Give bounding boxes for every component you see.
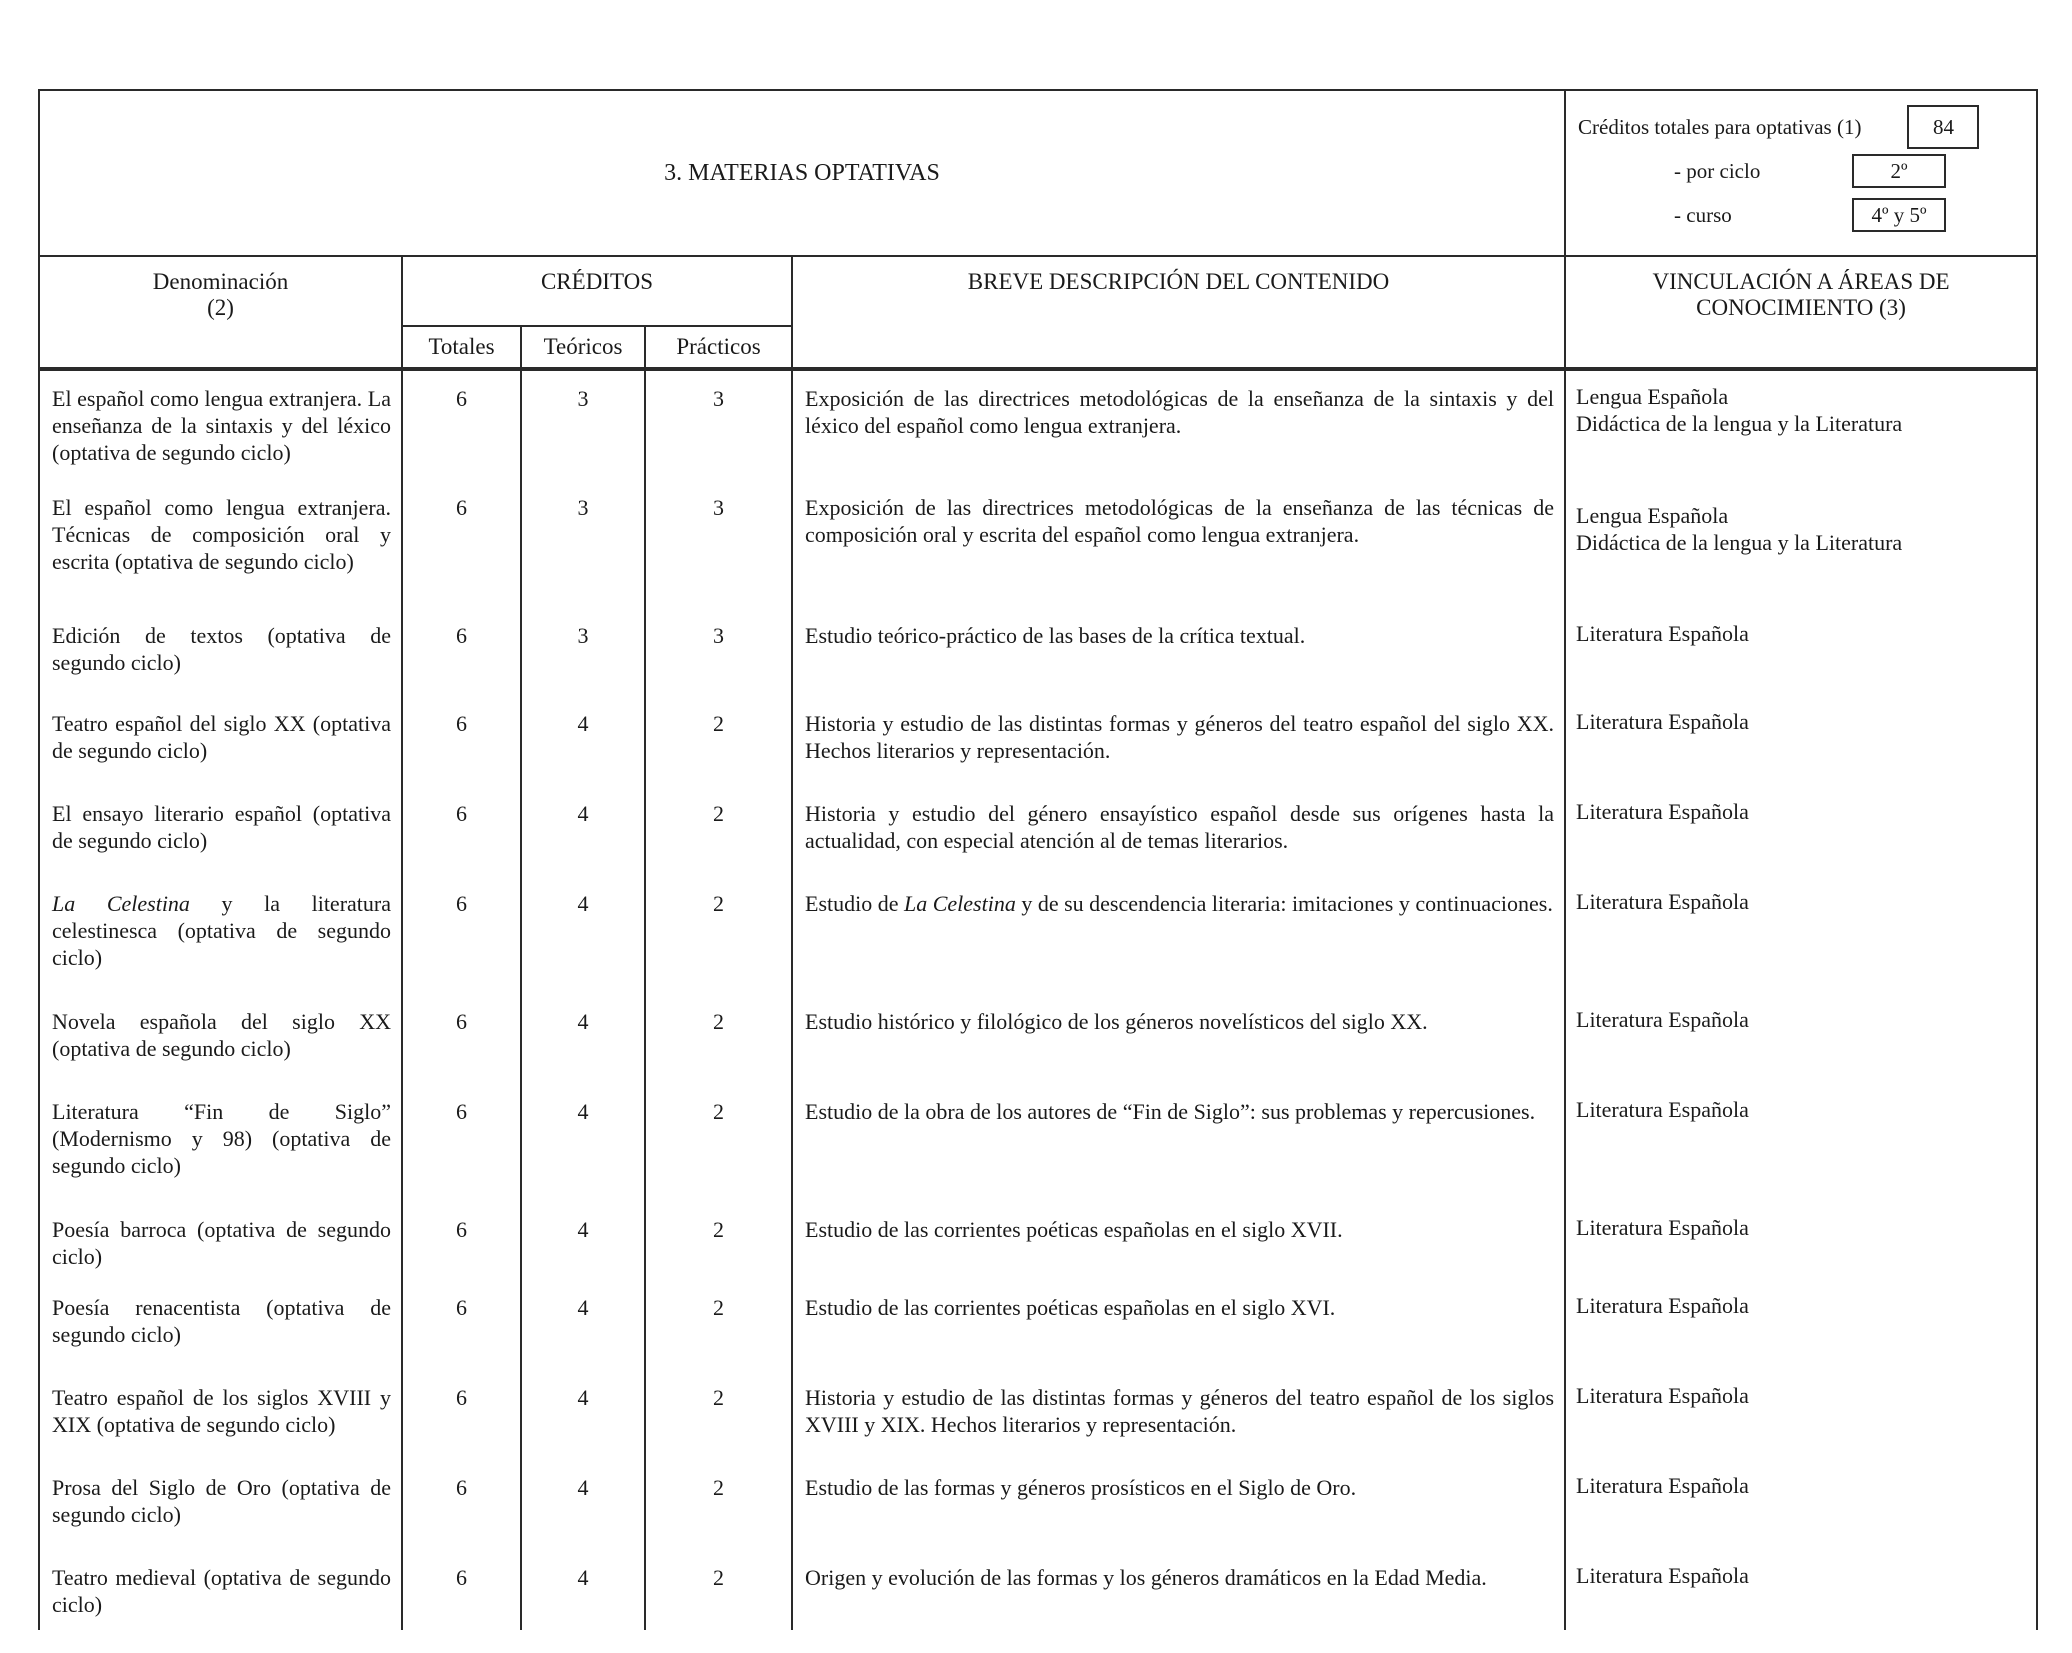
col-practicos: Prácticos <box>645 326 792 368</box>
subject-name: Teatro español de los siglos XVIII y XIX (optativa de segundo ciclo) <box>39 1370 402 1460</box>
credits-practice: 2 <box>645 1084 792 1202</box>
credits-theory: 4 <box>521 876 645 994</box>
subject-description: Historia y estudio de las distintas formas y géneros del teatro español de los siglos XVIII y XIX. Hechos literarios y representación. <box>792 1370 1565 1460</box>
subject-name: Edición de textos (optativa de segundo ciclo) <box>39 608 402 696</box>
knowledge-area <box>1565 370 2037 480</box>
credits-theory: 3 <box>521 370 645 480</box>
credits-theory: 4 <box>521 994 645 1084</box>
credits-practice: 2 <box>645 1550 792 1630</box>
credits-total: 6 <box>402 1280 521 1370</box>
credits-total: 6 <box>402 994 521 1084</box>
area-secondary: Didáctica de la lengua y la Literatura <box>1576 530 1903 555</box>
credits-total: 6 <box>402 1460 521 1550</box>
credits-total: 6 <box>402 480 521 608</box>
table-row <box>39 1202 2037 1280</box>
area-primary: Literatura Española <box>1576 1473 1749 1498</box>
credits-practice: 3 <box>645 370 792 480</box>
course-label: - curso <box>1674 202 1732 227</box>
subjects-table <box>38 369 2038 1630</box>
subject-description <box>792 876 1565 994</box>
area-secondary: Didáctica de la lengua y la Literatura <box>1576 411 1903 436</box>
col-denominacion <box>39 256 402 368</box>
knowledge-area <box>1565 480 2037 608</box>
description-pre: Estudio de <box>805 891 904 916</box>
credits-theory: 4 <box>521 786 645 876</box>
credits-total: 6 <box>402 876 521 994</box>
description-rest: y de su descendencia literaria: imitaciones y continuaciones. <box>1015 891 1553 916</box>
subject-name: Teatro medieval (optativa de segundo ciclo) <box>39 1550 402 1630</box>
credits-practice: 2 <box>645 1370 792 1460</box>
table-row <box>39 696 2037 786</box>
knowledge-area <box>1565 1370 2037 1460</box>
knowledge-area <box>1565 608 2037 696</box>
col-descripcion: BREVE DESCRIPCIÓN DEL CONTENIDO <box>792 256 1565 368</box>
total-credits-label: Créditos totales para optativas (1) <box>1578 114 1862 139</box>
table-row <box>39 994 2037 1084</box>
credits-theory: 4 <box>521 1550 645 1630</box>
credits-theory: 3 <box>521 608 645 696</box>
credits-total: 6 <box>402 696 521 786</box>
credits-practice: 2 <box>645 876 792 994</box>
area-primary: Literatura Española <box>1576 1215 1749 1240</box>
cycle-label: - por ciclo <box>1674 158 1761 183</box>
knowledge-area <box>1565 786 2037 876</box>
credits-theory: 4 <box>521 1460 645 1550</box>
subject-name: El ensayo literario español (optativa de segundo ciclo) <box>39 786 402 876</box>
subject-description: Estudio histórico y filológico de los géneros novelísticos del siglo XX. <box>792 994 1565 1084</box>
subject-description: Estudio de las corrientes poéticas españolas en el siglo XVII. <box>792 1202 1565 1280</box>
credits-theory: 4 <box>521 1370 645 1460</box>
credits-total: 6 <box>402 608 521 696</box>
col-denominacion-label: Denominación <box>152 269 289 294</box>
credits-info <box>1565 90 2037 256</box>
knowledge-area <box>1565 696 2037 786</box>
subject-name: El español como lengua extranjera. La enseñanza de la sintaxis y del léxico (optativa de segundo ciclo) <box>39 370 402 480</box>
credits-total: 6 <box>402 1550 521 1630</box>
area-primary: Literatura Española <box>1576 889 1749 914</box>
header-table <box>38 89 2038 369</box>
col-totales: Totales <box>402 326 521 368</box>
table-row <box>39 1084 2037 1202</box>
credits-total: 6 <box>402 1202 521 1280</box>
col-teoricos: Teóricos <box>521 326 645 368</box>
area-primary: Lengua Española <box>1576 384 1729 409</box>
table-row <box>39 1460 2037 1550</box>
subject-name <box>39 876 402 994</box>
table-row <box>39 786 2037 876</box>
subject-description: Estudio de las formas y géneros prosísticos en el Siglo de Oro. <box>792 1460 1565 1550</box>
subject-name: Prosa del Siglo de Oro (optativa de segundo ciclo) <box>39 1460 402 1550</box>
table-row <box>39 1370 2037 1460</box>
subject-name: El español como lengua extranjera. Técnicas de composición oral y escrita (optativa de segundo ciclo) <box>39 480 402 608</box>
subject-name: Literatura “Fin de Siglo” (Modernismo y 98) (optativa de segundo ciclo) <box>39 1084 402 1202</box>
credits-practice: 2 <box>645 786 792 876</box>
credits-theory: 4 <box>521 696 645 786</box>
subject-name: Teatro español del siglo XX (optativa de segundo ciclo) <box>39 696 402 786</box>
area-primary: Literatura Española <box>1576 1563 1749 1588</box>
credits-theory: 3 <box>521 480 645 608</box>
credits-total: 6 <box>402 370 521 480</box>
credits-theory: 4 <box>521 1084 645 1202</box>
credits-practice: 2 <box>645 994 792 1084</box>
credits-practice: 3 <box>645 608 792 696</box>
knowledge-area <box>1565 876 2037 994</box>
cycle-value: 2º <box>1852 154 1946 188</box>
credits-theory: 4 <box>521 1280 645 1370</box>
knowledge-area <box>1565 1084 2037 1202</box>
course-value: 4º y 5º <box>1852 198 1946 232</box>
subject-description: Historia y estudio de las distintas formas y géneros del teatro español del siglo XX. Hechos literarios y representación. <box>792 696 1565 786</box>
table-row <box>39 480 2037 608</box>
credits-practice: 2 <box>645 1280 792 1370</box>
table-row <box>39 876 2037 994</box>
credits-total: 6 <box>402 1084 521 1202</box>
credits-practice: 2 <box>645 696 792 786</box>
optional-subjects-sheet <box>38 89 2036 1630</box>
knowledge-area <box>1565 1550 2037 1630</box>
area-primary: Literatura Española <box>1576 799 1749 824</box>
area-primary: Literatura Española <box>1576 1097 1749 1122</box>
credits-practice: 3 <box>645 480 792 608</box>
credits-practice: 2 <box>645 1202 792 1280</box>
subject-name-rest: y la literatura celestinesca (optativa de segundo ciclo) <box>52 891 391 970</box>
subject-description: Estudio de las corrientes poéticas españolas en el siglo XVI. <box>792 1280 1565 1370</box>
knowledge-area <box>1565 1460 2037 1550</box>
subject-name: Poesía barroca (optativa de segundo ciclo) <box>39 1202 402 1280</box>
table-row <box>39 1550 2037 1630</box>
subject-description: Origen y evolución de las formas y los géneros dramáticos en la Edad Media. <box>792 1550 1565 1630</box>
subject-description: Estudio de la obra de los autores de “Fin de Siglo”: sus problemas y repercusiones. <box>792 1084 1565 1202</box>
subject-description: Estudio teórico-práctico de las bases de la crítica textual. <box>792 608 1565 696</box>
credits-total: 6 <box>402 786 521 876</box>
col-vinculacion: VINCULACIÓN A ÁREAS DE CONOCIMIENTO (3) <box>1565 256 2037 368</box>
area-primary: Literatura Española <box>1576 621 1749 646</box>
knowledge-area <box>1565 1280 2037 1370</box>
subject-description: Exposición de las directrices metodológicas de la enseñanza de las técnicas de composición oral y escrita del español como lengua extranjera. <box>792 480 1565 608</box>
area-primary: Literatura Española <box>1576 709 1749 734</box>
knowledge-area <box>1565 994 2037 1084</box>
total-credits-value: 84 <box>1907 105 1979 149</box>
subject-description: Historia y estudio del género ensayístico español desde sus orígenes hasta la actualidad, con especial atención al de temas literarios. <box>792 786 1565 876</box>
area-primary: Lengua Española <box>1576 503 1729 528</box>
subject-name-italic: La Celestina <box>52 891 190 916</box>
area-primary: Literatura Española <box>1576 1293 1749 1318</box>
col-creditos: CRÉDITOS <box>402 256 792 326</box>
knowledge-area <box>1565 1202 2037 1280</box>
table-row <box>39 608 2037 696</box>
credits-practice: 2 <box>645 1460 792 1550</box>
area-primary: Literatura Española <box>1576 1383 1749 1408</box>
description-italic: La Celestina <box>904 891 1016 916</box>
subject-name: Poesía renacentista (optativa de segundo ciclo) <box>39 1280 402 1370</box>
page-title: 3. MATERIAS OPTATIVAS <box>39 90 1565 256</box>
subject-description: Exposición de las directrices metodológicas de la enseñanza de la sintaxis y del léxico del español como lengua extranjera. <box>792 370 1565 480</box>
subject-name: Novela española del siglo XX (optativa de segundo ciclo) <box>39 994 402 1084</box>
credits-total: 6 <box>402 1370 521 1460</box>
col-denominacion-note: (2) <box>207 295 234 320</box>
area-primary: Literatura Española <box>1576 1007 1749 1032</box>
credits-theory: 4 <box>521 1202 645 1280</box>
table-row <box>39 370 2037 480</box>
table-row <box>39 1280 2037 1370</box>
